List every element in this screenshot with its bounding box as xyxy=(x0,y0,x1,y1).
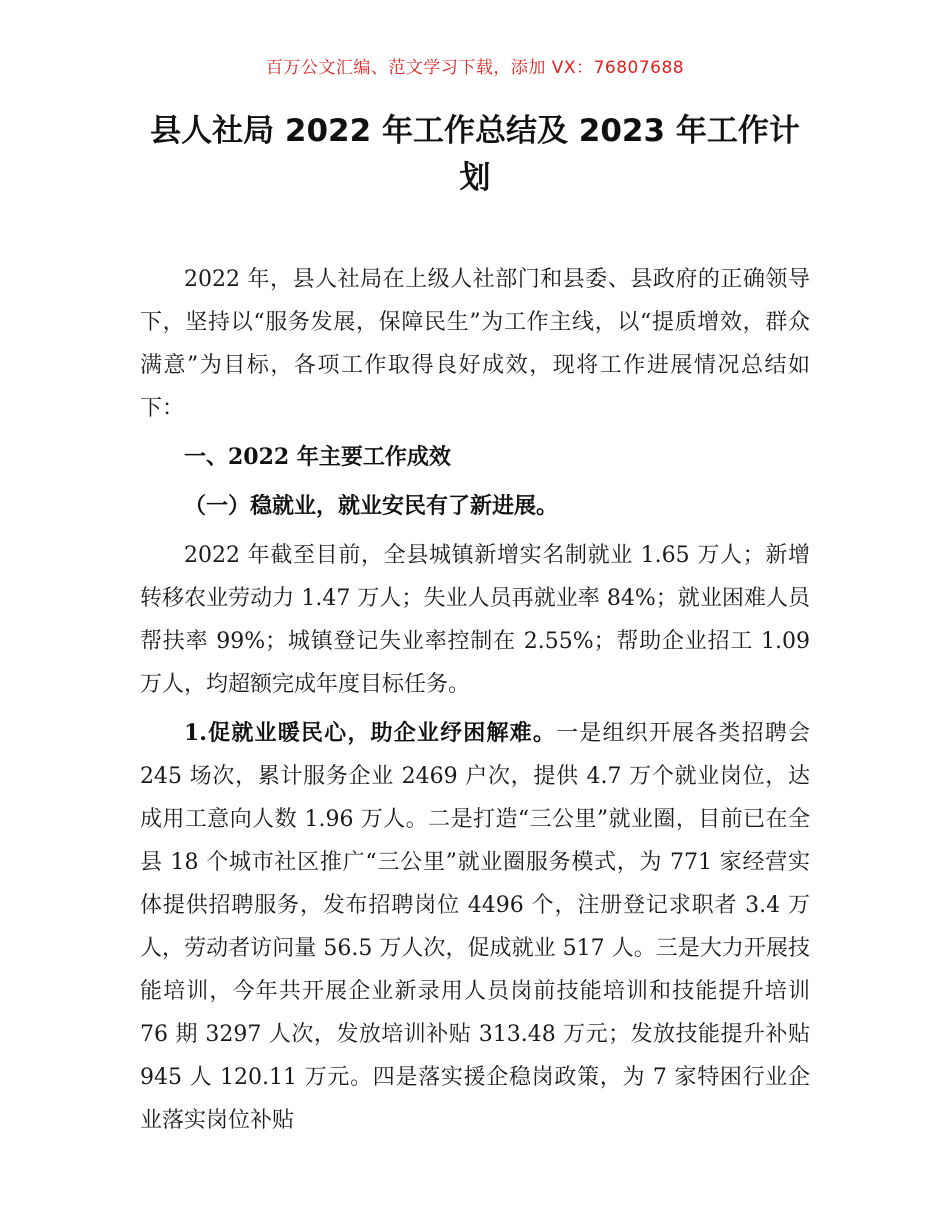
stats-paragraph: 2022 年截至目前，全县城镇新增实名制就业 1.65 万人；新增转移农业劳动力 1.47 万人；失业人员再就业率 84%；就业困难人员帮扶率 99%；城镇登记失业率控制在 2.55%；帮助企业招工 1.09 万人，均超额完成年度目标任务。 xyxy=(140,543,810,697)
document-body xyxy=(140,258,810,1148)
item-lead: 1.促就业暖民心，助企业纾困解难。 xyxy=(184,720,557,746)
section-heading: 一、2022 年主要工作成效 xyxy=(184,444,451,470)
header-banner: 百万公文汇编、范文学习下载，添加 VX：76807688 xyxy=(265,58,685,78)
intro-paragraph: 2022 年，县人社局在上级人社部门和县委、县政府的正确领导下，坚持以“服务发展，保障民生”为工作主线，以“提质增效，群众满意”为目标，各项工作取得良好成效，现将工作进展情况总结如下： xyxy=(140,267,810,421)
subsection-heading: （一）稳就业，就业安民有了新进展。 xyxy=(184,493,559,519)
item-text: 一是组织开展各类招聘会 245 场次，累计服务企业 2469 户次，提供 4.7 万个就业岗位，达成用工意向人数 1.96 万人。二是打造“三公里”就业圈，目前已在全县 18 个城市社区推广“三公里”就业圈服务模式，为 771 家经营实体提供招聘服务，发布招聘岗位 4496 个，注册登记求职者 3.4 万人，劳动者访问量 56.5 万人次，促成就业 517 人。三是大力开展技能培训，今年共开展企业新录用人员岗前技能培训和技能提升培训 76 期 3297 人次，发放培训补贴 313.48 万元；发放技能提升补贴 945 人 120.11 万元。四是落实援企稳岗政策，为 7 家特困行业企业落实岗位补贴 xyxy=(140,721,810,1133)
item-paragraph xyxy=(140,712,810,1142)
document-title: 县人社局 2022 年工作总结及 2023 年工作计划 xyxy=(150,113,800,196)
